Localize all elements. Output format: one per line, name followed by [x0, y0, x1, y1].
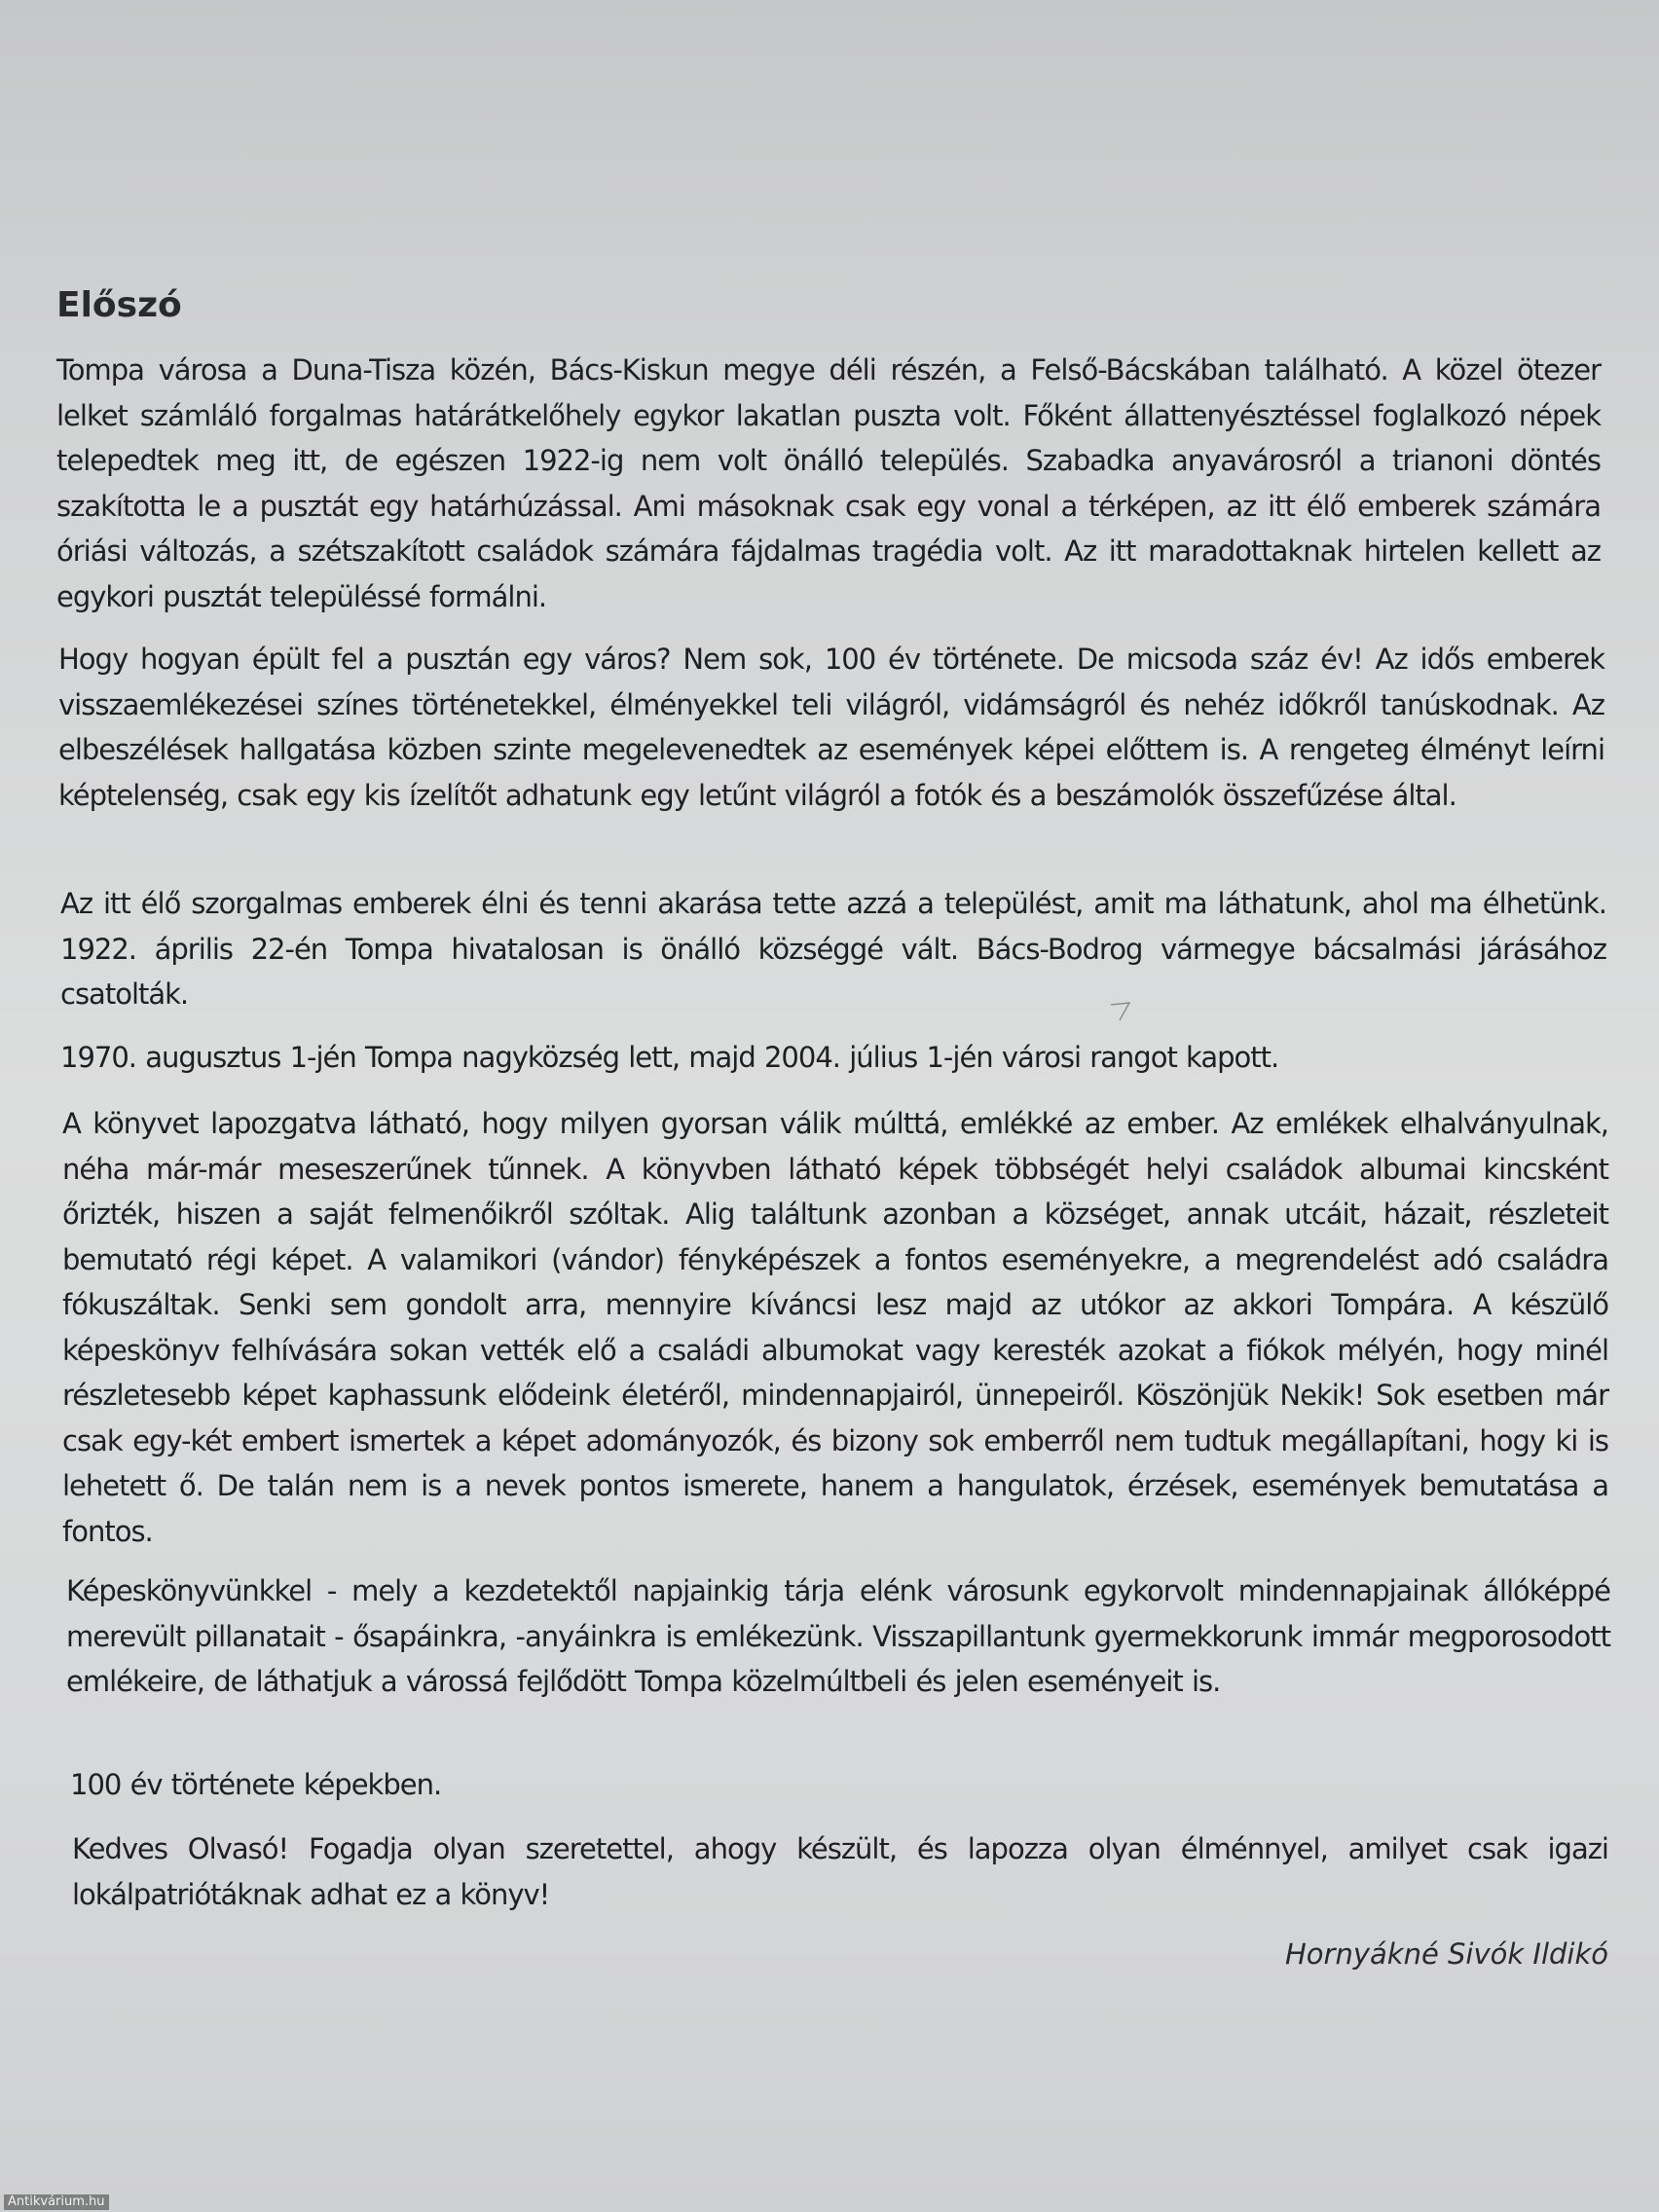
author-signature: Hornyákné Sivók Ildikó: [1284, 1937, 1608, 1971]
pencil-mark-icon: [1108, 1001, 1133, 1022]
paragraph-4: 1970. augusztus 1-jén Tompa nagyközség lett, majd 2004. július 1-jén városi rangot kapott.: [60, 1041, 1279, 1074]
paragraph-8: Kedves Olvasó! Fogadja olyan szeretettel, ahogy készült, és lapozza olyan élménnyel, amilyet csak igazi lokálpatriótáknak adhat ez a könyv!: [72, 1832, 1608, 1911]
paragraph-1: Tompa városa a Duna-Tisza közén, Bács-Kiskun megye déli részén, a Felső-Bácskában található. A közel ötezer lelket számláló forgalmas határátkelőhely egykor lakatlan puszta volt. Főként állattenyésztéssel foglalkozó népek telepedtek meg itt, de egészen 1922-ig nem volt önálló település. Szabadka anyavárosról a trianoni döntés szakította le a pusztát egy határhúzással. Ami másoknak csak egy vonal a térképen, az itt élő emberek számára óriási változás, a szétszakított családok számára fájdalmas tragédia volt. Az itt maradottaknak hirtelen kellett az egykori pusztát településsé formálni.: [56, 353, 1601, 613]
paragraph-7: 100 év története képekben.: [70, 1768, 442, 1801]
page-title: Előszó: [56, 285, 182, 325]
watermark: Antikvárium.hu: [4, 2194, 109, 2210]
paragraph-5: A könyvet lapozgatva látható, hogy milyen gyorsan válik múlttá, emlékké az ember. Az emlékek elhalványulnak, néha már-már meseszerűnek tűnnek. A könyvben látható képek többségét helyi családok albumai kincsként őrizték, hiszen a saját felmenőikről szóltak. Alig találtunk azonban a községet, annak utcáit, házait, részleteit bemutató régi képet. A valamikori (vándor) fényképészek a fontos eseményekre, a megrendelést adó családra fókuszáltak. Senki sem gondolt arra, mennyire kíváncsi lesz majd az utókor az akkori Tompára. A készülő képeskönyv felhívására sokan vették elő a családi albumokat vagy keresték azokat a fiókok mélyén, hogy minél részletesebb képet kaphassunk elődeink életéről, mindennapjairól, ünnepeiről. Köszönjük Nekik! Sok esetben már csak egy-két embert ismertek a képet adományozók, és bizony sok emberről nem tudtuk megállapítani, hogy ki is lehetett ő. De talán nem is a nevek pontos ismerete, hanem a hangulatok, érzések, események bemutatása a fontos.: [62, 1107, 1608, 1548]
paragraph-6: Képeskönyvünkkel - mely a kezdetektől napjainkig tárja elénk városunk egykorvolt mindennapjainak állóképpé merevült pillanatait - ősapáinkra, -anyáinkra is emlékezünk. Visszapillantunk gyermekkorunk immár megporosodott emlékeire, de láthatjuk a várossá fejlődött Tompa közelmúltbeli és jelen eseményeit is.: [66, 1574, 1610, 1698]
paragraph-2: Hogy hogyan épült fel a pusztán egy város? Nem sok, 100 év története. De micsoda száz év! Az idős emberek visszaemlékezései színes történetekkel, élményekkel teli világról, vidámságról és nehéz időkről tanúskodnak. Az elbeszélések hallgatása közben szinte megelevenedtek az események képei előttem is. A rengeteg élményt leírni képtelenség, csak egy kis ízelítőt adhatunk egy letűnt világról a fotók és a beszámolók összefűzése által.: [58, 643, 1604, 812]
paragraph-3: Az itt élő szorgalmas emberek élni és tenni akarása tette azzá a települést, amit ma láthatunk, ahol ma élhetünk. 1922. április 22-én Tompa hivatalosan is önálló községgé vált. Bács-Bodrog vármegye bácsalmási járásához csatolták.: [60, 887, 1606, 1011]
